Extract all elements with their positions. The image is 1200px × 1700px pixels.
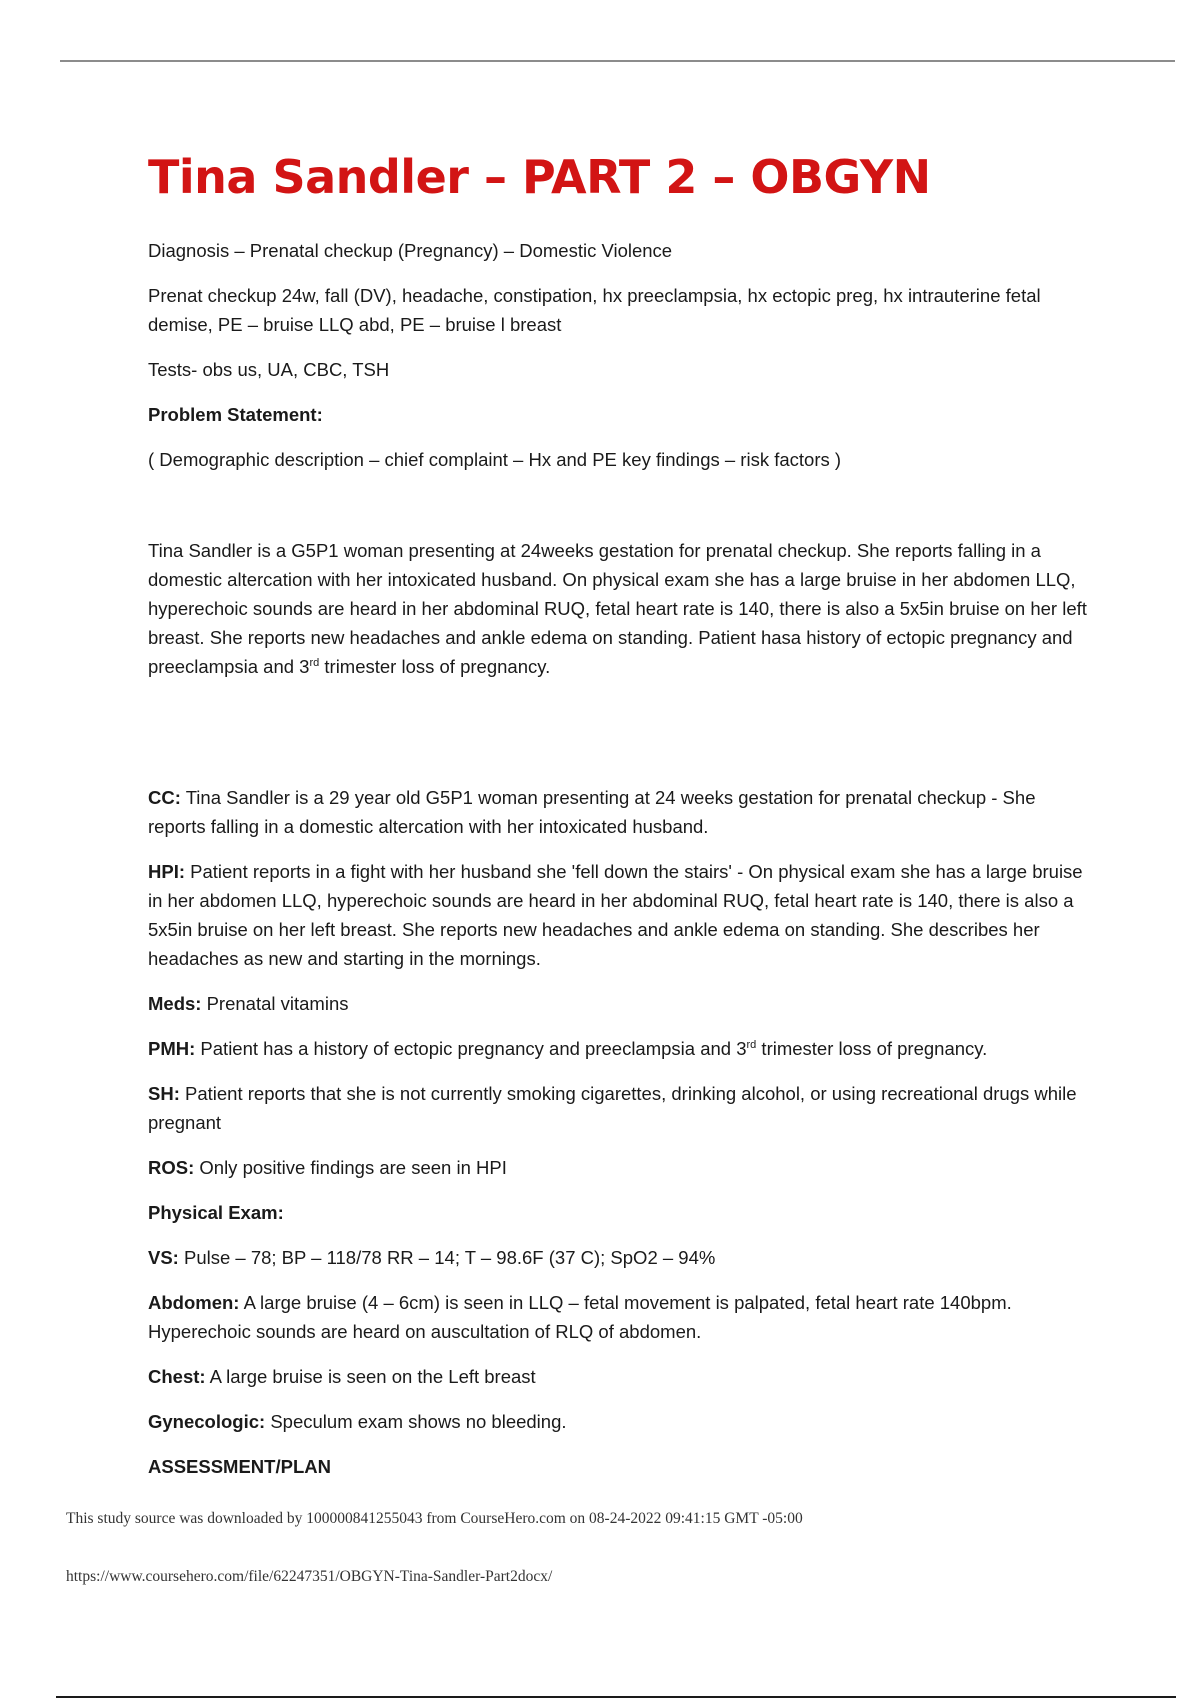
pmh-section bbox=[148, 1034, 1088, 1063]
vs-section bbox=[148, 1243, 1088, 1272]
cc-label: CC: bbox=[148, 787, 181, 808]
meds-label: Meds: bbox=[148, 993, 202, 1014]
spacer bbox=[148, 697, 1088, 783]
problem-paragraph-tail: trimester loss of pregnancy. bbox=[319, 656, 551, 677]
sh-label: SH: bbox=[148, 1083, 180, 1104]
sh-text: Patient reports that she is not currently smoking cigarettes, drinking alcohol, or using recreational drugs while pregnant bbox=[148, 1083, 1077, 1133]
gynecologic-section bbox=[148, 1407, 1088, 1436]
vs-label: VS: bbox=[148, 1247, 179, 1268]
page-title: Tina Sandler – PART 2 – OBGYN bbox=[148, 150, 931, 204]
hpi-label: HPI: bbox=[148, 861, 185, 882]
problem-statement-guide: ( Demographic description – chief complaint – Hx and PE key findings – risk factors ) bbox=[148, 449, 842, 470]
ros-label: ROS: bbox=[148, 1157, 195, 1178]
abdomen-label: Abdomen: bbox=[148, 1292, 240, 1313]
cc-text: Tina Sandler is a 29 year old G5P1 woman presenting at 24 weeks gestation for prenatal checkup - She reports falling in a domestic altercation with her intoxicated husband. bbox=[148, 787, 1036, 837]
vs-text: Pulse – 78; BP – 118/78 RR – 14; T – 98.6F (37 C); SpO2 – 94% bbox=[178, 1247, 716, 1268]
ordinal-suffix: rd bbox=[309, 657, 320, 669]
tests-line: Tests- obs us, UA, CBC, TSH bbox=[148, 359, 390, 380]
source-url-link[interactable]: https://www.coursehero.com/file/62247351/OBGYN-Tina-Sandler-Part2docx/ bbox=[66, 1568, 553, 1585]
chest-label: Chest: bbox=[148, 1366, 206, 1387]
hpi-text: Patient reports in a fight with her husband she 'fell down the stairs' - On physical exam she has a large bruise in her abdomen LLQ, hyperechoic sounds are heard in her abdominal RUQ, fetal heart rate is 140, there is also a 5x5in bruise on her left breast. She reports new headaches and ankle edema on standing. She describes her headaches as new and starting in the mornings. bbox=[148, 861, 1083, 969]
meds-section bbox=[148, 989, 1088, 1018]
diagnosis-line: Diagnosis – Prenatal checkup (Pregnancy) – Domestic Violence bbox=[148, 240, 673, 261]
pmh-label: PMH: bbox=[148, 1038, 196, 1059]
abdomen-section bbox=[148, 1288, 1088, 1346]
download-source-notice: This study source was downloaded by 100000841255043 from CourseHero.com on 08-24-2022 09:41:15 GMT -05:00 bbox=[66, 1510, 803, 1527]
problem-paragraph bbox=[148, 536, 1088, 681]
spacer bbox=[148, 490, 1088, 536]
gynecologic-text: Speculum exam shows no bleeding. bbox=[265, 1411, 567, 1432]
ordinal-suffix: rd bbox=[746, 1039, 757, 1051]
ros-text: Only positive findings are seen in HPI bbox=[194, 1157, 507, 1178]
assessment-plan-heading: ASSESSMENT/PLAN bbox=[148, 1456, 331, 1477]
gynecologic-label: Gynecologic: bbox=[148, 1411, 266, 1432]
summary-line: Prenat checkup 24w, fall (DV), headache, constipation, hx preeclampsia, hx ectopic preg, hx intrauterine fetal demise, PE – bruise LLQ abd, PE – bruise l breast bbox=[148, 285, 1041, 335]
physical-exam-heading: Physical Exam: bbox=[148, 1202, 284, 1223]
chest-text: A large bruise is seen on the Left breast bbox=[205, 1366, 536, 1387]
top-divider bbox=[60, 60, 1175, 62]
pmh-tail: trimester loss of pregnancy. bbox=[756, 1038, 988, 1059]
sh-section bbox=[148, 1079, 1088, 1137]
abdomen-text: A large bruise (4 – 6cm) is seen in LLQ – fetal movement is palpated, fetal heart rate 140bpm. Hyperechoic sounds are heard on auscultation of RLQ of abdomen. bbox=[148, 1292, 1012, 1342]
hpi-section bbox=[148, 857, 1088, 973]
document-body bbox=[148, 236, 1088, 1497]
chest-section bbox=[148, 1362, 1088, 1391]
meds-text: Prenatal vitamins bbox=[201, 993, 349, 1014]
problem-paragraph-text: Tina Sandler is a G5P1 woman presenting at 24weeks gestation for prenatal checkup. She reports falling in a domestic altercation with her intoxicated husband. On physical exam she has a large bruise in her abdomen LLQ, hyperechoic sounds are heard in her abdominal RUQ, fetal heart rate is 140, there is also a 5x5in bruise on her left breast. She reports new headaches and ankle edema on standing. Patient hasa history of ectopic pregnancy and preeclampsia and 3 bbox=[148, 540, 1087, 677]
ros-section bbox=[148, 1153, 1088, 1182]
cc-section bbox=[148, 783, 1088, 841]
problem-statement-heading: Problem Statement: bbox=[148, 404, 323, 425]
pmh-text: Patient has a history of ectopic pregnancy and preeclampsia and 3 bbox=[195, 1038, 747, 1059]
bottom-divider bbox=[56, 1696, 1176, 1698]
